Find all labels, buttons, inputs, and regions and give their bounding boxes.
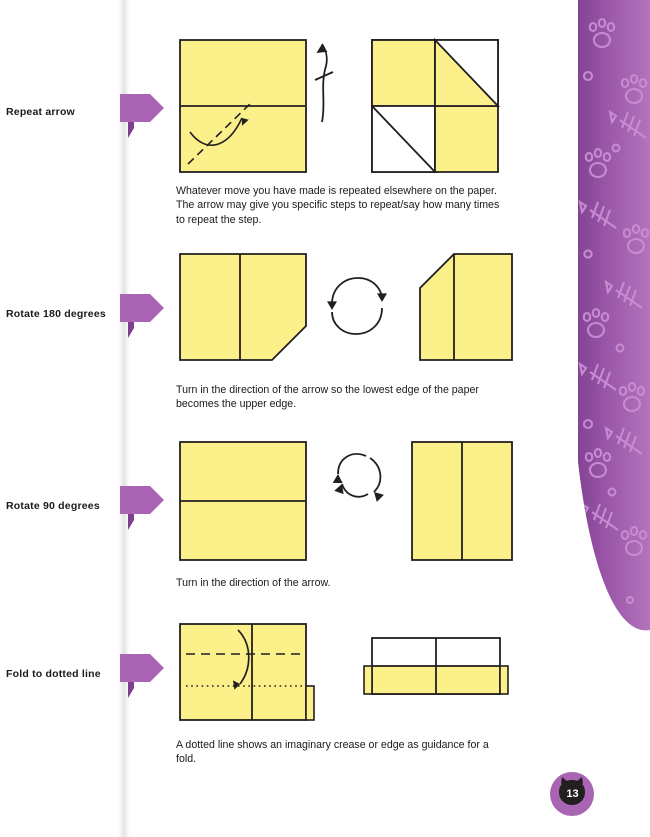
purple-tab-marker [120,294,166,338]
row-label: Rotate 180 degrees [6,308,106,320]
row-caption: A dotted line shows an imaginary crease or edge as guidance for a fold. [176,739,489,766]
tab-arrow-icon [120,294,166,338]
tab-arrow-icon [120,654,166,698]
page-number-badge [548,770,596,818]
purple-tab-marker [120,94,166,138]
rotate-180-diagram [176,250,516,370]
row-caption: Turn in the direction of the arrow. [176,577,331,589]
tab-arrow-icon [120,94,166,138]
decorative-side-band [572,0,650,837]
figure-repeat-arrow [176,36,506,176]
figure-rotate-180 [176,250,516,370]
fold-dotted-diagram [176,618,516,726]
row-label: Repeat arrow [6,106,75,118]
rotate-90-diagram [176,438,516,564]
row-label: Rotate 90 degrees [6,500,100,512]
figure-rotate-90 [176,438,516,564]
tab-arrow-icon [120,486,166,530]
row-caption: Turn in the direction of the arrow so the lowest edge of the paper becomes the upper edge. [176,384,479,411]
page-number: 13 [566,788,579,800]
row-caption: Whatever move you have made is repeated elsewhere on the paper. The arrow may give you specific steps to repeat/say how many times to repeat the step. [176,185,500,226]
row-label: Fold to dotted line [6,668,101,680]
purple-tab-marker [120,486,166,530]
purple-tab-marker [120,654,166,698]
figure-fold-to-dotted-line [176,618,516,726]
repeat-arrow-diagram [176,36,506,176]
band-pattern [572,0,650,837]
